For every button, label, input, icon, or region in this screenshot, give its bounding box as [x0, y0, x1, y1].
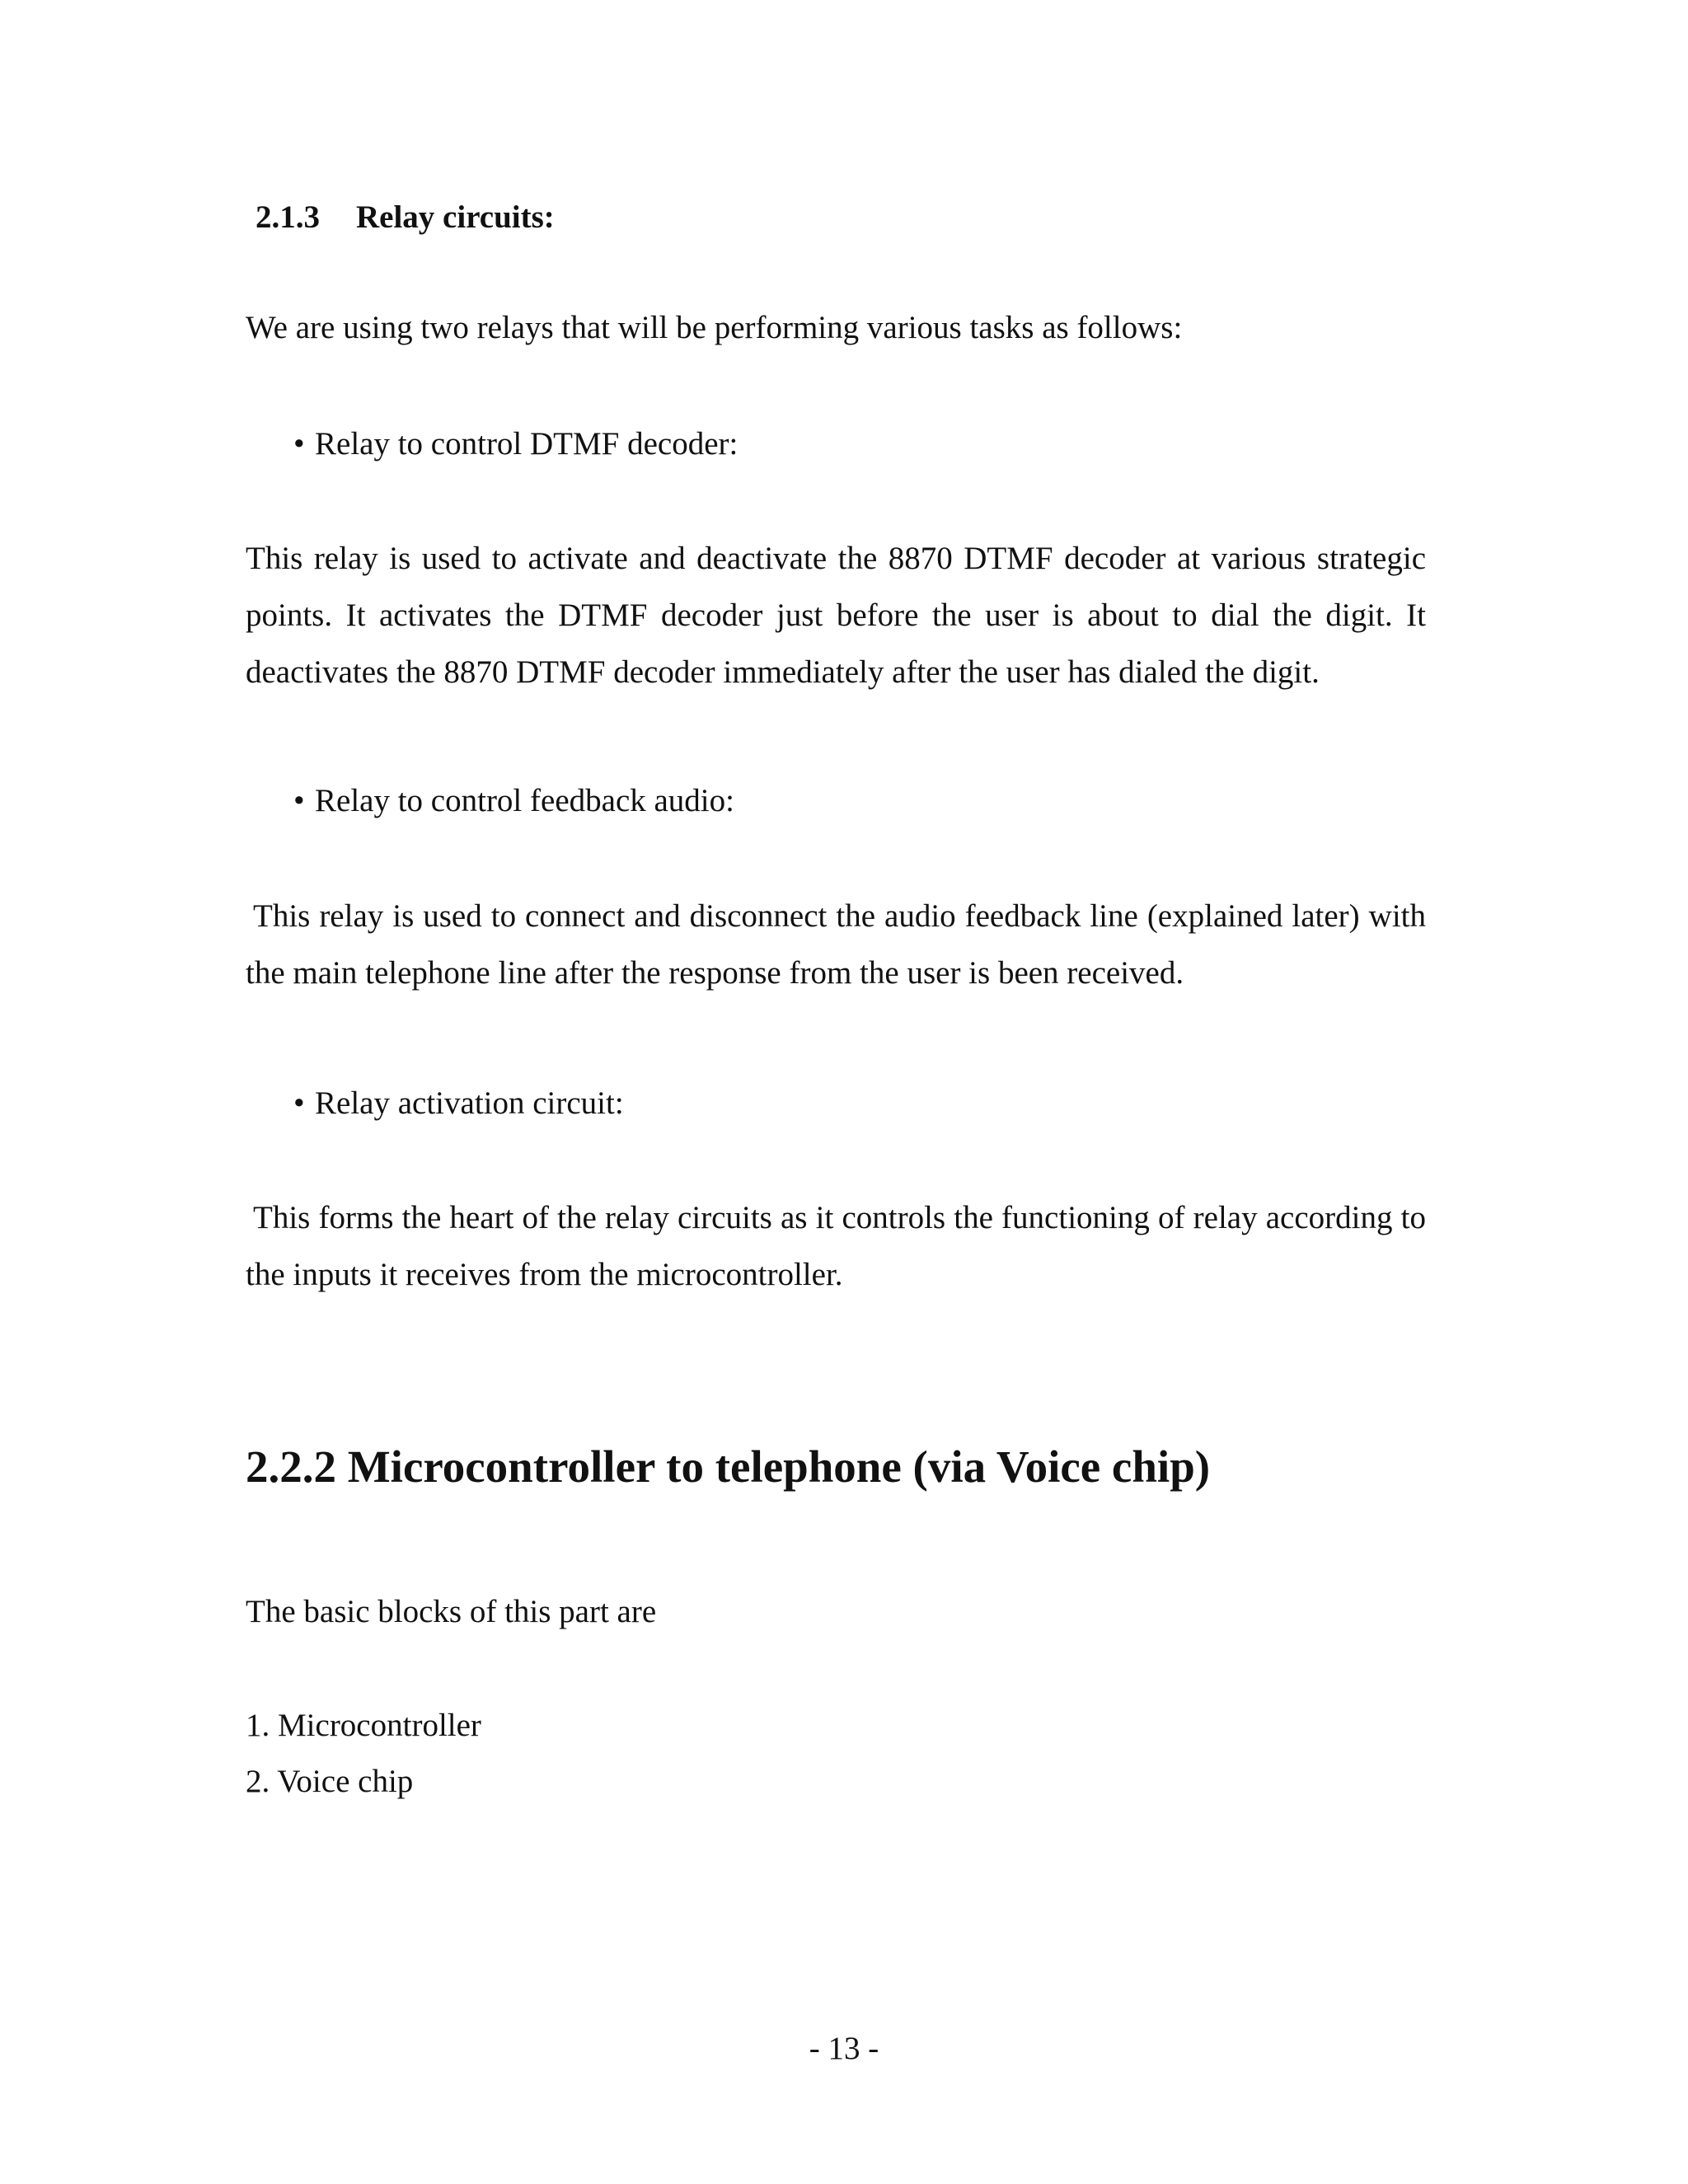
- bullet-item-dtmf: [293, 424, 738, 464]
- list-item: 1. Microcontroller: [246, 1708, 481, 1743]
- intro-paragraph: We are using two relays that will be performing various tasks as follows:: [246, 310, 1183, 345]
- bullet-title: Relay to control feedback audio:: [315, 783, 734, 818]
- paragraph-activation-circuit: This forms the heart of the relay circuits as it controls the functioning of relay according to the inputs it receives from the microcontroller.: [246, 1200, 1426, 1292]
- blocks-intro: The basic blocks of this part are: [246, 1594, 657, 1629]
- section-title: Relay circuits:: [356, 199, 555, 235]
- bullet-icon: •: [293, 1085, 305, 1121]
- bullet-icon: •: [293, 783, 305, 818]
- section-heading-2-1-3: [256, 198, 555, 237]
- bullet-icon: •: [293, 426, 305, 462]
- list-item: 2. Voice chip: [246, 1764, 414, 1799]
- bullet-item-activation: [293, 1084, 624, 1123]
- bullet-title: Relay to control DTMF decoder:: [315, 426, 738, 462]
- paragraph-feedback-relay: This relay is used to connect and disconnect the audio feedback line (explained later) with the main telephone line after the response from the user is been received.: [246, 898, 1426, 991]
- bullet-item-feedback: [293, 781, 734, 821]
- page-number: - 13 -: [809, 2031, 879, 2066]
- section-number: 2.1.3: [256, 199, 320, 235]
- paragraph-dtmf-relay: This relay is used to activate and deactivate the 8870 DTMF decoder at various strategic points. It activates the DTMF decoder just before the user is about to dial the digit. It deactivates the 8870 DTMF decoder immediately after the user has dialed the digit.: [246, 541, 1426, 690]
- section-heading-2-2-2: 2.2.2 Microcontroller to telephone (via Voice chip): [246, 1441, 1211, 1492]
- bullet-title: Relay activation circuit:: [315, 1085, 624, 1121]
